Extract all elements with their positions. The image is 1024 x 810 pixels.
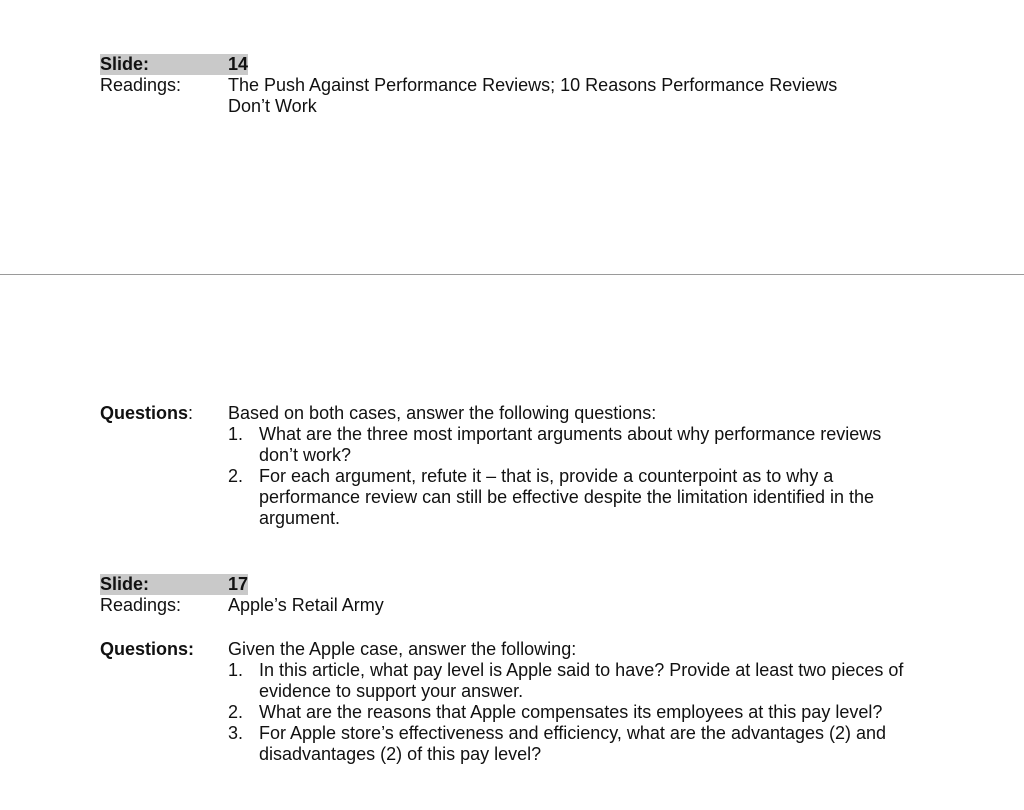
questions-list bbox=[228, 424, 920, 529]
readings-label: Readings: bbox=[100, 75, 182, 95]
readings-text: The Push Against Performance Reviews; 10 Reasons Performance Reviews Don’t Work bbox=[228, 75, 838, 116]
questions-intro: Based on both cases, answer the following questions: bbox=[228, 403, 657, 423]
slide-14-block bbox=[100, 54, 920, 117]
questions-intro: Given the Apple case, answer the following: bbox=[228, 639, 577, 659]
list-item: 1. What are the three most important arguments about why performance reviews don’t work? bbox=[228, 424, 882, 465]
questions-body bbox=[228, 639, 920, 765]
readings-row bbox=[100, 75, 920, 117]
list-item: 2. What are the reasons that Apple compensates its employees at this pay level? bbox=[228, 702, 883, 722]
questions-body bbox=[228, 403, 920, 529]
list-item: 2. For each argument, refute it – that is, provide a counterpoint as to why a performance review can still be effective despite the limitation identified in the argument. bbox=[228, 466, 874, 528]
questions-row bbox=[100, 403, 920, 529]
questions-label: Questions: bbox=[100, 403, 194, 423]
slide-row bbox=[100, 574, 920, 595]
slide-label: Slide: bbox=[100, 54, 228, 75]
slide-label: Slide: bbox=[100, 574, 228, 595]
slide-number: 17 bbox=[228, 574, 249, 594]
questions-row bbox=[100, 639, 920, 765]
slide-17-block bbox=[100, 574, 920, 765]
readings-row bbox=[100, 595, 920, 616]
slide-number: 14 bbox=[228, 54, 249, 74]
questions-label: Questions: bbox=[100, 639, 195, 659]
questions-block-slide-14 bbox=[100, 403, 920, 529]
list-item: 1. In this article, what pay level is Apple said to have? Provide at least two pieces of evidence to support your answer. bbox=[228, 660, 904, 701]
slide-row bbox=[100, 54, 920, 75]
page-divider bbox=[0, 274, 1024, 275]
questions-list bbox=[228, 660, 920, 765]
list-item: 3. For Apple store’s effectiveness and efficiency, what are the advantages (2) and disadvantages (2) of this pay level? bbox=[228, 723, 887, 764]
readings-label: Readings: bbox=[100, 595, 182, 615]
readings-text: Apple’s Retail Army bbox=[228, 595, 384, 615]
